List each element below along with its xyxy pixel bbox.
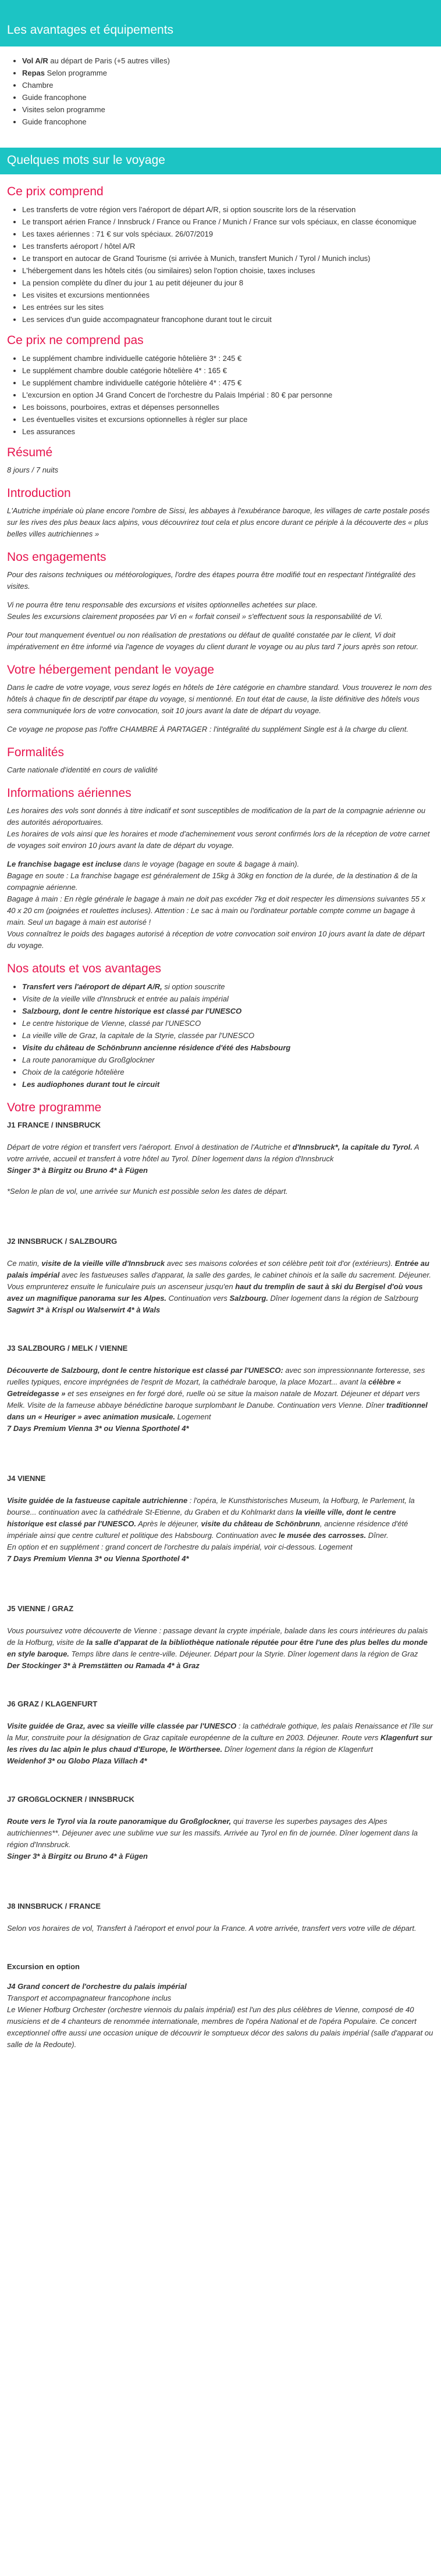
list-item: • Le centre historique de Vienne, classé par l'UNESCO: [22, 1017, 434, 1029]
highlights-list: [7, 981, 434, 1090]
list-item: • Les audiophones durant tout le circuit: [22, 1078, 434, 1090]
program-heading: Votre programme: [7, 1101, 102, 1114]
list-item: • Le supplément chambre individuelle catégorie hôtelière 3* : 245 €: [22, 352, 434, 364]
airinfo-text: Bagage à main : En règle générale le bagage à main ne doit pas excéder 7kg et doit respecter les dimensions suivantes 55 x 40 x 20 cm (poignées et roulettes incluses). Attention : Le sac à main ou l'ordinateur portable compte comme un bagage à main. Seul un bagage à main est autorisé !: [7, 895, 426, 926]
lodging-heading: Votre hébergement pendant le voyage: [7, 663, 215, 677]
list-item: • Les transferts aéroport / hôtel A/R: [22, 240, 434, 252]
program-day-6: [7, 1698, 434, 1767]
day-text: Ce matin, visite de la vieille ville d'Innsbruck avec ses maisons colorées et son célèbre petit toit d'or (extérieurs). Entrée au palais impérial avec les fastueuses salles d'apparat, la salle des gardes, le cabinet chinois et la salle du sacrement. Déjeuner. Vous emprunterez ensuite le funiculaire puis un ascenseur jusqu'en haut du tremplin de saut à ski du Bergisel d'où vous avez un magnifique panorama sur les Alpes. Continuation vers Salzbourg. Dîner logement dans la région de Salzbourg: [7, 1259, 431, 1303]
lodging-text: Dans le cadre de votre voyage, vous serez logés en hôtels de 1ère catégorie en chambre standard. Vous trouverez le nom des hôtels à chaque fin de descriptif par étape du voyage, si mentionné. En tout état de cause, la liste définitive des hôtels vous sera communiquée lors de votre convocation, soit 10 jours avant la date de départ du voyage.: [7, 683, 432, 715]
program-day-1: [7, 1119, 434, 1197]
day-option: En option et en supplément : grand concert de l'orchestre du palais impérial, voir ci-dessous. Logement: [7, 1543, 353, 1551]
excursion-title: J4 Grand concert de l'orchestre du palais impérial: [7, 1982, 187, 1991]
day-hotel: 7 Days Premium Vienna 3* ou Vienna Sporthotel 4*: [7, 1424, 189, 1433]
summary-text: 8 jours / 7 nuits: [7, 466, 59, 474]
commitments-text: Seules les excursions clairement proposées par Vi en « forfait conseil » s'effectuent sous la responsabilité de Vi.: [7, 612, 383, 621]
day-title: J2 INNSBRUCK / SALZBOURG: [7, 1237, 118, 1246]
excursion-text: Le Wiener Hofburg Orchester (orchestre viennois du palais impérial) est l'un des plus célèbres de Vienne, composé de 40 musiciens et de 4 chanteurs de renommée internationale, membres de l'opéra National et de l'opéra Populaire. Ce concert exceptionnel offre aussi une occasion unique de découvrir le somptueux décor des salons du palais impérial (salle d'apparat ou salle de la Redoute).: [7, 2005, 433, 2049]
list-item: • Guide francophone: [22, 116, 434, 128]
airinfo-heading: Informations aériennes: [7, 786, 131, 800]
list-item: • Guide francophone: [22, 91, 434, 103]
day-text: Découverte de Salzbourg, dont le centre historique est classé par l'UNESCO: avec son impressionnante forteresse, ses ruelles typiques, encore imprégnées de l'esprit de Mozart, la cathédrale baroque, la place Mozart... avant la célèbre « Getreidegasse » et ses enseignes en fer forgé doré, ruelle où se situe la maison natale de Mozart. Déjeuner et départ vers Melk. Visite de la fameuse abbaye bénédictine baroque surplombant le Danube. Continuation vers Vienne. Dîner traditionnel dans un « Heuriger » avec animation musicale. Logement: [7, 1366, 428, 1421]
intro-heading: Introduction: [7, 486, 71, 500]
formalities-heading: Formalités: [7, 746, 65, 759]
words-heading: Quelques mots sur le voyage: [0, 148, 441, 174]
list-item: • Les boissons, pourboires, extras et dépenses personnelles: [22, 401, 434, 413]
day-title: J3 SALZBOURG / MELK / VIENNE: [7, 1344, 128, 1353]
list-item: • Le transport aérien France / Innsbruck / France ou France / Munich / France sur vols spéciaux, en classe économique: [22, 216, 434, 228]
included-heading: Ce prix comprend: [7, 185, 104, 198]
program-day-7: [7, 1794, 434, 1862]
list-item: • Les entrées sur les sites: [22, 301, 434, 313]
list-item: • Visite de la vieille ville d'Innsbruck et entrée au palais impérial: [22, 993, 434, 1005]
day-hotel: Singer 3* à Birgitz ou Bruno 4* à Fügen: [7, 1852, 148, 1861]
lodging-text: Ce voyage ne propose pas l'offre CHAMBRE À PARTAGER : l'intégralité du supplément Single est à la charge du client.: [7, 725, 408, 734]
day-hotel: Singer 3* à Birgitz ou Bruno 4* à Fügen: [7, 1166, 148, 1175]
excursion-text: Transport et accompagnateur francophone inclus: [7, 1994, 172, 2002]
program-day-3: [7, 1343, 434, 1434]
list-item: • L'excursion en option J4 Grand Concert de l'orchestre du Palais Impérial : 80 € par personne: [22, 389, 434, 401]
airinfo-text: Les horaires des vols sont donnés à titre indicatif et sont susceptibles de modification de la part de la compagnie aérienne ou des autorités aéroportuaires.: [7, 806, 426, 827]
airinfo-text: Vous connaîtrez le poids des bagages autorisé à réception de votre convocation soit environ 10 jours avant la date de départ du voyage.: [7, 929, 425, 950]
commitments-text: Pour tout manquement éventuel ou non réalisation de prestations ou défaut de qualité constatée par le client, Vi doit impérativement en être informé via l'agence de voyages du client durant le voyage ou au plus tard 7 jours après son retour.: [7, 631, 419, 651]
day-text: Selon vos horaires de vol, Transfert à l'aéroport et envol pour la France. A votre arrivée, transfert vers votre ville de départ.: [7, 1924, 417, 1933]
day-text: Visite guidée de Graz, avec sa vieille ville classée par l'UNESCO : la cathédrale gothique, les palais Renaissance et l'île sur la Mur, construite pour la désignation de Graz capitale européenne de la culture en 2003. Déjeuner. Route vers Klagenfurt sur les rives du lac alpin le plus chaud d'Europe, le Wörthersee. Dîner logement dans la région de Klagenfurt: [7, 1722, 433, 1754]
day-title: J7 GROßGLOCKNER / INNSBRUCK: [7, 1795, 134, 1804]
day-title: J8 INNSBRUCK / FRANCE: [7, 1902, 101, 1910]
excluded-heading: Ce prix ne comprend pas: [7, 334, 144, 347]
list-item: • La route panoramique du Großglockner: [22, 1054, 434, 1066]
list-item: • Les assurances: [22, 425, 434, 438]
day-title: J4 VIENNE: [7, 1474, 46, 1483]
list-item: • Chambre: [22, 79, 434, 91]
day-title: J6 GRAZ / KLAGENFURT: [7, 1700, 98, 1708]
list-item: • Salzbourg, dont le centre historique est classé par l'UNESCO: [22, 1005, 434, 1017]
list-item: • Repas Selon programme: [22, 67, 434, 79]
day-hotel: Der Stockinger 3* à Premstätten ou Ramada 4* à Graz: [7, 1661, 200, 1670]
day-text: Visite guidée de la fastueuse capitale autrichienne : l'opéra, le Kunsthistorisches Museum, la Hofburg, le Parlement, la bourse... continuation avec la cathédrale St-Etienne, du Graben et du Kohlmarkt dans la vieille ville, dont le centre historique est classé par l'UNESCO. Après le déjeuner, visite du château de Schönbrunn, ancienne résidence d'été impériale ainsi que centre culturel et politique des Habsbourg. Continuation avec le musée des carrosses. Dîner.: [7, 1496, 415, 1540]
program-day-8: [7, 1901, 434, 1934]
advantages-section: [0, 55, 441, 128]
advantages-heading: Les avantages et équipements: [0, 0, 441, 46]
excluded-list: [7, 352, 434, 438]
list-item: • L'hébergement dans les hôtels cités (ou similaires) selon l'option choisie, taxes incluses: [22, 264, 434, 277]
formalities-text: Carte nationale d'identité en cours de validité: [7, 765, 158, 774]
airinfo-text: Bagage en soute : La franchise bagage est généralement de 15kg à 30kg en fonction de la durée, de la destination & de la compagnie aérienne.: [7, 871, 418, 892]
list-item: • Vol A/R au départ de Paris (+5 autres villes): [22, 55, 434, 67]
intro-text: L'Autriche impériale où plane encore l'ombre de Sissi, les abbayes à l'exubérance baroque, les villages de carte postale posés sur les rives des plus beaux lacs alpins, vous découvrirez tout cela et plus encore durant ce périple à la découverte des « plus belles villes autrichiennes »: [7, 506, 430, 538]
list-item: • Les services d'un guide accompagnateur francophone durant tout le circuit: [22, 313, 434, 325]
day-text: Vous poursuivez votre découverte de Vienne : passage devant la crypte impériale, balade dans les cours intérieures du palais de la Hofburg, visite de la salle d'apparat de la bibliothèque nationale réputée pour être l'une des plus belles du monde en style baroque. Temps libre dans le centre-ville. Déjeuner. Départ pour la Styrie. Dîner logement dans la région de Graz: [7, 1626, 428, 1658]
list-item: • Visite du château de Schönbrunn ancienne résidence d'été des Habsbourg: [22, 1042, 434, 1054]
included-list: [7, 203, 434, 325]
program-day-4: [7, 1473, 434, 1565]
excursion-section: [7, 1961, 434, 2051]
summary-heading: Résumé: [7, 446, 53, 459]
day-title: J1 FRANCE / INNSBRUCK: [7, 1121, 101, 1129]
program-day-2: [7, 1236, 434, 1316]
list-item: • Les taxes aériennes : 71 € sur vols spéciaux. 26/07/2019: [22, 228, 434, 240]
advantages-list: [7, 55, 434, 128]
day-hotel: 7 Days Premium Vienna 3* ou Vienna Sporthotel 4*: [7, 1554, 189, 1563]
commitments-text: Pour des raisons techniques ou météorologiques, l'ordre des étapes pourra être modifié tout en respectant l'intégralité des visites.: [7, 570, 416, 591]
day-title: J5 VIENNE / GRAZ: [7, 1604, 74, 1613]
list-item: • Le supplément chambre individuelle catégorie hôtelière 4* : 475 €: [22, 377, 434, 389]
main-content: [0, 185, 441, 2067]
list-item: • La vieille ville de Graz, la capitale de la Styrie, classée par l'UNESCO: [22, 1029, 434, 1042]
list-item: • Les transferts de votre région vers l'aéroport de départ A/R, si option souscrite lors de la réservation: [22, 203, 434, 216]
highlights-heading: Nos atouts et vos avantages: [7, 962, 161, 975]
airinfo-text: Les horaires de vols ainsi que les horaires et mode d'acheminement vous seront confirmés lors de la réception de votre carnet de voyages soit environ 10 jours avant la date de départ du voyage.: [7, 829, 430, 850]
day-text: Route vers le Tyrol via la route panoramique du Großglockner, qui traverse les superbes paysages des Alpes autrichiennes**. Déjeuner avec une sublime vue sur les massifs. Arrivée au Tyrol en fin de journée. Dîner logement dans la région d'Innsbruck.: [7, 1817, 418, 1849]
list-item: • La pension complète du dîner du jour 1 au petit déjeuner du jour 8: [22, 277, 434, 289]
airinfo-text: Le franchise bagage est incluse dans le voyage (bagage en soute & bagage à main).: [7, 860, 300, 868]
list-item: • Le transport en autocar de Grand Tourisme (si arrivée à Munich, transfert Munich / Tyrol / Munich inclus): [22, 252, 434, 264]
commitments-text: Vi ne pourra être tenu responsable des excursions et visites optionnelles achetées sur place.: [7, 600, 318, 609]
list-item: • Transfert vers l'aéroport de départ A/R, si option souscrite: [22, 981, 434, 993]
list-item: • Les éventuelles visites et excursions optionnelles à régler sur place: [22, 413, 434, 425]
list-item: • Visites selon programme: [22, 103, 434, 116]
list-item: • Le supplément chambre double catégorie hôtelière 4* : 165 €: [22, 364, 434, 377]
list-item: • Choix de la catégorie hôtelière: [22, 1066, 434, 1078]
day-hotel: Sagwirt 3* à Krispl ou Walserwirt 4* à Wals: [7, 1305, 161, 1314]
commitments-heading: Nos engagements: [7, 550, 106, 564]
day-hotel: Weidenhof 3* ou Globo Plaza Villach 4*: [7, 1756, 147, 1765]
day-text: Départ de votre région et transfert vers l'aéroport. Envol à destination de l'Autriche et d'Innsbruck*, la capitale du Tyrol. A votre arrivée, accueil et transfert à votre hôtel au Tyrol. Dîner logement dans la région d'Innsbruck: [7, 1143, 419, 1163]
program-day-5: [7, 1603, 434, 1672]
excursion-heading: Excursion en option: [7, 1962, 80, 1971]
day-note: *Selon le plan de vol, une arrivée sur Munich est possible selon les dates de départ.: [7, 1187, 288, 1196]
list-item: • Les visites et excursions mentionnées: [22, 289, 434, 301]
